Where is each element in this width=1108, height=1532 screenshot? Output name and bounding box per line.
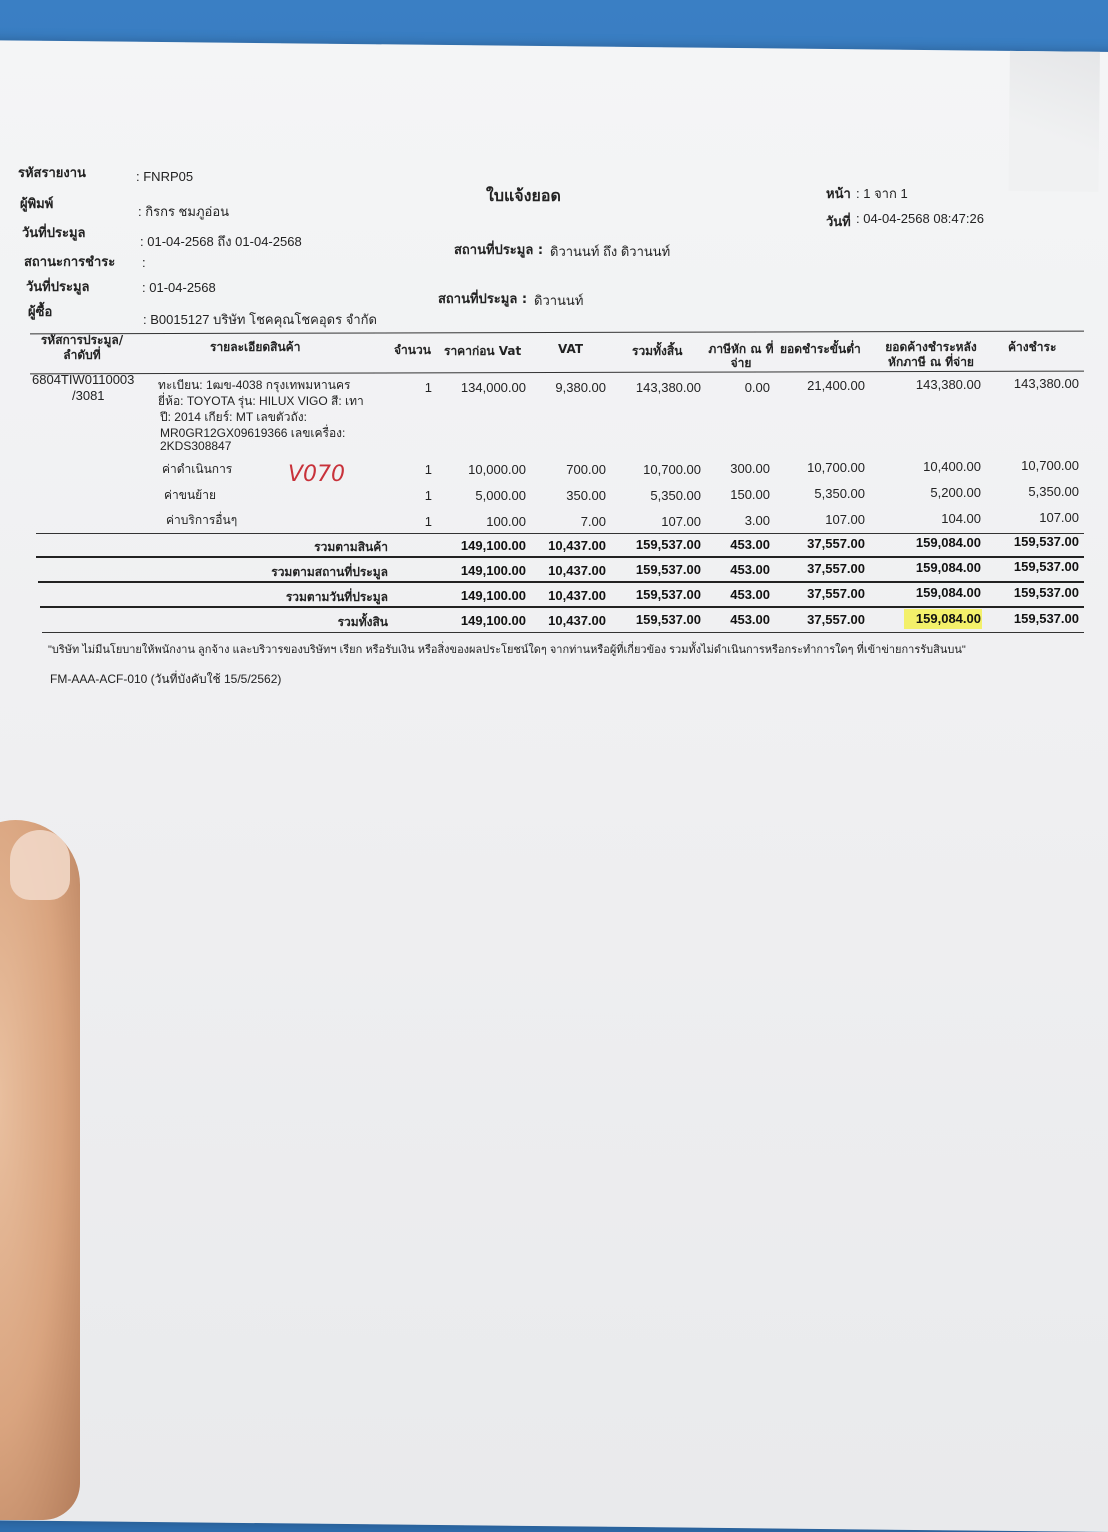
payment-status-value: : [142,255,146,270]
col-header-min-pay: ยอดชำระขั้นต่ำ [780,342,861,356]
item-vat: 9,380.00 [555,380,606,395]
fee-total: 10,700.00 [643,462,701,477]
item-outstanding: 143,380.00 [1013,376,1079,391]
print-date-label: วันที่ [826,215,851,230]
item-detail-line5: 2KDS308847 [160,439,232,453]
grand-total-pre-vat: 149,100.00 [460,613,526,628]
venue-label: สถานที่ประมูล : [454,243,544,258]
summary-outstanding-after: 159,084.00 [915,585,981,600]
fee-outstanding: 5,350.00 [1028,484,1079,499]
grand-total-outstanding: 159,537.00 [1013,611,1079,626]
summary-total: 159,537.00 [635,537,701,552]
col-header-total: รวมทั้งสิ้น [632,344,683,358]
summary-vat: 10,437.00 [548,588,606,603]
item-min-pay: 21,400.00 [807,378,865,393]
fee-name: ค่าดำเนินการ [162,462,233,476]
fee-outstanding-after: 104.00 [941,511,981,526]
item-pre-vat: 134,000.00 [460,380,526,395]
auction-date-range: 01-04-2568 ถึง 01-04-2568 [147,234,302,249]
policy-note: "บริษัท ไม่มีนโยบายให้พนักงาน ลูกจ้าง และบริวารของบริษัทฯ เรียก หรือรับเงิน หรือสิ่งของผลประโยชน์ใดๆ จากท่านหรือผู้ที่เกี่ยวข้อง รวมทั้งไม่ดำเนินการหรือกระทำการใดๆ ที่เข้าข่ายการรับสินบน" [48,644,966,656]
grand-total-label: รวมทั้งสิน [337,615,388,629]
item-outstanding-after: 143,380.00 [915,377,981,392]
summary-vat: 10,437.00 [548,538,606,553]
print-date-value: : 04-04-2568 08:47:26 [856,211,984,226]
fee-wht: 300.00 [730,461,770,476]
item-wht: 0.00 [744,380,770,395]
fee-wht: 3.00 [744,513,770,528]
auction-date-range-value: : 01-04-2568 ถึง 01-04-2568 [140,234,302,249]
page-label: หน้า [826,187,851,202]
col-header-pre-vat: ราคาก่อน Vat [444,344,522,358]
summary-pre-vat: 149,100.00 [460,588,526,603]
fee-name: ค่าขนย้าย [164,488,216,502]
summary-total: 159,537.00 [635,587,701,602]
summary-pre-vat: 149,100.00 [460,563,526,578]
form-code: FM-AAA-ACF-010 (วันที่บังคับใช้ 15/5/2562) [50,672,282,686]
summary-total: 159,537.00 [635,562,701,577]
document-paper [0,40,1108,1532]
col-header-code: รหัสการประมูล/ ลำดับที่ [40,333,124,362]
auction-date-label: วันที่ประมูล [22,226,86,241]
summary-rule [38,581,1084,583]
grand-total-min-pay: 37,557.00 [807,612,865,627]
summary-wht: 453.00 [730,537,770,552]
fee-total: 107.00 [661,514,701,529]
col-header-outstanding-after: ยอดค้างชำระหลัง หักภาษี ณ ที่จ่าย [885,340,977,369]
fee-outstanding: 10,700.00 [1021,458,1079,473]
buyer-name: B0015127 บริษัท โชคคุณโชคอุดร จำกัด [150,312,377,327]
summary-outstanding-after: 159,084.00 [915,560,981,575]
auction-date2-label: วันที่ประมูล [26,280,90,295]
fee-wht: 150.00 [730,487,770,502]
buyer-value: : B0015127 บริษัท โชคคุณโชคอุดร จำกัด [143,312,377,327]
item-detail-line3: ปี: 2014 เกียร์: MT เลขตัวถัง: [160,410,307,424]
fee-min-pay: 10,700.00 [807,460,865,475]
venue2: ดิวานนท์ [534,293,584,308]
fee-outstanding-after: 10,400.00 [923,459,981,474]
fee-pre-vat: 5,000.00 [475,488,526,503]
summary-outstanding-after: 159,084.00 [915,535,981,550]
grand-total-wht: 453.00 [730,612,770,627]
summary-rule [36,533,1084,534]
fee-vat: 700.00 [566,462,606,477]
printer-name: กิรกร ชมภูอ่อน [145,204,230,219]
report-code-value: : FNRP05 [136,169,194,184]
summary-rule [36,556,1084,558]
col-header-vat: VAT [558,342,584,356]
thumb-nail [10,830,70,900]
item-code-line2: /3081 [72,388,105,403]
buyer-label: ผู้ซื้อ [28,305,53,320]
summary-label: รวมตามวันที่ประมูล [285,590,388,604]
summary-wht: 453.00 [730,587,770,602]
fee-vat: 350.00 [566,488,606,503]
report-code: FNRP05 [143,169,194,184]
item-detail-line2: ยี่ห้อ: TOYOTA รุ่น: HILUX VIGO สี: เทา [158,394,364,408]
fee-qty: 1 [424,488,432,503]
summary-min-pay: 37,557.00 [807,536,865,551]
grand-total-outstanding-after: 159,084.00 [915,611,981,626]
fee-outstanding-after: 5,200.00 [930,485,981,500]
venue-range: ดิวานนท์ ถึง ดิวานนท์ [550,244,671,259]
col-header-qty: จำนวน [394,343,431,357]
fee-name: ค่าบริการอื่นๆ [166,513,238,527]
fee-qty: 1 [424,462,432,477]
item-detail-line1: ทะเบียน: 1ฒข-4038 กรุงเทพมหานคร [158,378,351,392]
hand-thumb [0,820,80,1520]
summary-pre-vat: 149,100.00 [460,538,526,553]
fee-outstanding: 107.00 [1039,510,1079,525]
summary-rule [40,606,1084,608]
summary-vat: 10,437.00 [548,563,606,578]
item-detail-line4: MR0GR12GX09619366 เลขเครื่อง: [160,426,346,440]
item-qty: 1 [424,380,432,395]
page-value: : 1 จาก 1 [856,186,908,201]
auction-date2-value: : 01-04-2568 [142,280,216,295]
summary-outstanding: 159,537.00 [1013,585,1079,600]
fee-total: 5,350.00 [650,488,701,503]
auction-date2: 01-04-2568 [149,280,216,295]
fee-qty: 1 [424,514,432,529]
summary-min-pay: 37,557.00 [807,561,865,576]
summary-min-pay: 37,557.00 [807,586,865,601]
grand-total-vat: 10,437.00 [548,613,606,628]
grand-total-total: 159,537.00 [635,612,701,627]
summary-wht: 453.00 [730,562,770,577]
col-header-wht: ภาษีหัก ณ ที่จ่าย [708,342,774,370]
summary-label: รวมตามสินค้า [314,540,388,554]
fee-min-pay: 5,350.00 [814,486,865,501]
paper-fold [1008,51,1099,192]
fee-vat: 7.00 [580,514,606,529]
fee-pre-vat: 10,000.00 [468,462,526,477]
item-total: 143,380.00 [635,380,701,395]
report-code-label: รหัสรายงาน [18,166,86,181]
printer-value: : กิรกร ชมภูอ่อน [138,204,230,219]
payment-status-label: สถานะการชำระ [24,255,116,270]
fee-min-pay: 107.00 [825,512,865,527]
item-code-line1: 6804TIW0110003 [32,372,135,387]
summary-outstanding: 159,537.00 [1013,559,1079,574]
summary-label: รวมตามสถานที่ประมูล [271,565,388,579]
grand-total-rule [42,632,1084,633]
document-title: ใบแจ้งยอด [486,186,561,205]
fee-pre-vat: 100.00 [486,514,526,529]
col-header-outstanding: ค้างชำระ [1008,340,1057,354]
venue2-label: สถานที่ประมูล : [438,292,528,307]
printer-label: ผู้พิมพ์ [20,197,54,212]
col-header-detail: รายละเอียดสินค้า [210,340,301,354]
summary-outstanding: 159,537.00 [1013,534,1079,549]
handwritten-mark: V070 [288,462,346,487]
